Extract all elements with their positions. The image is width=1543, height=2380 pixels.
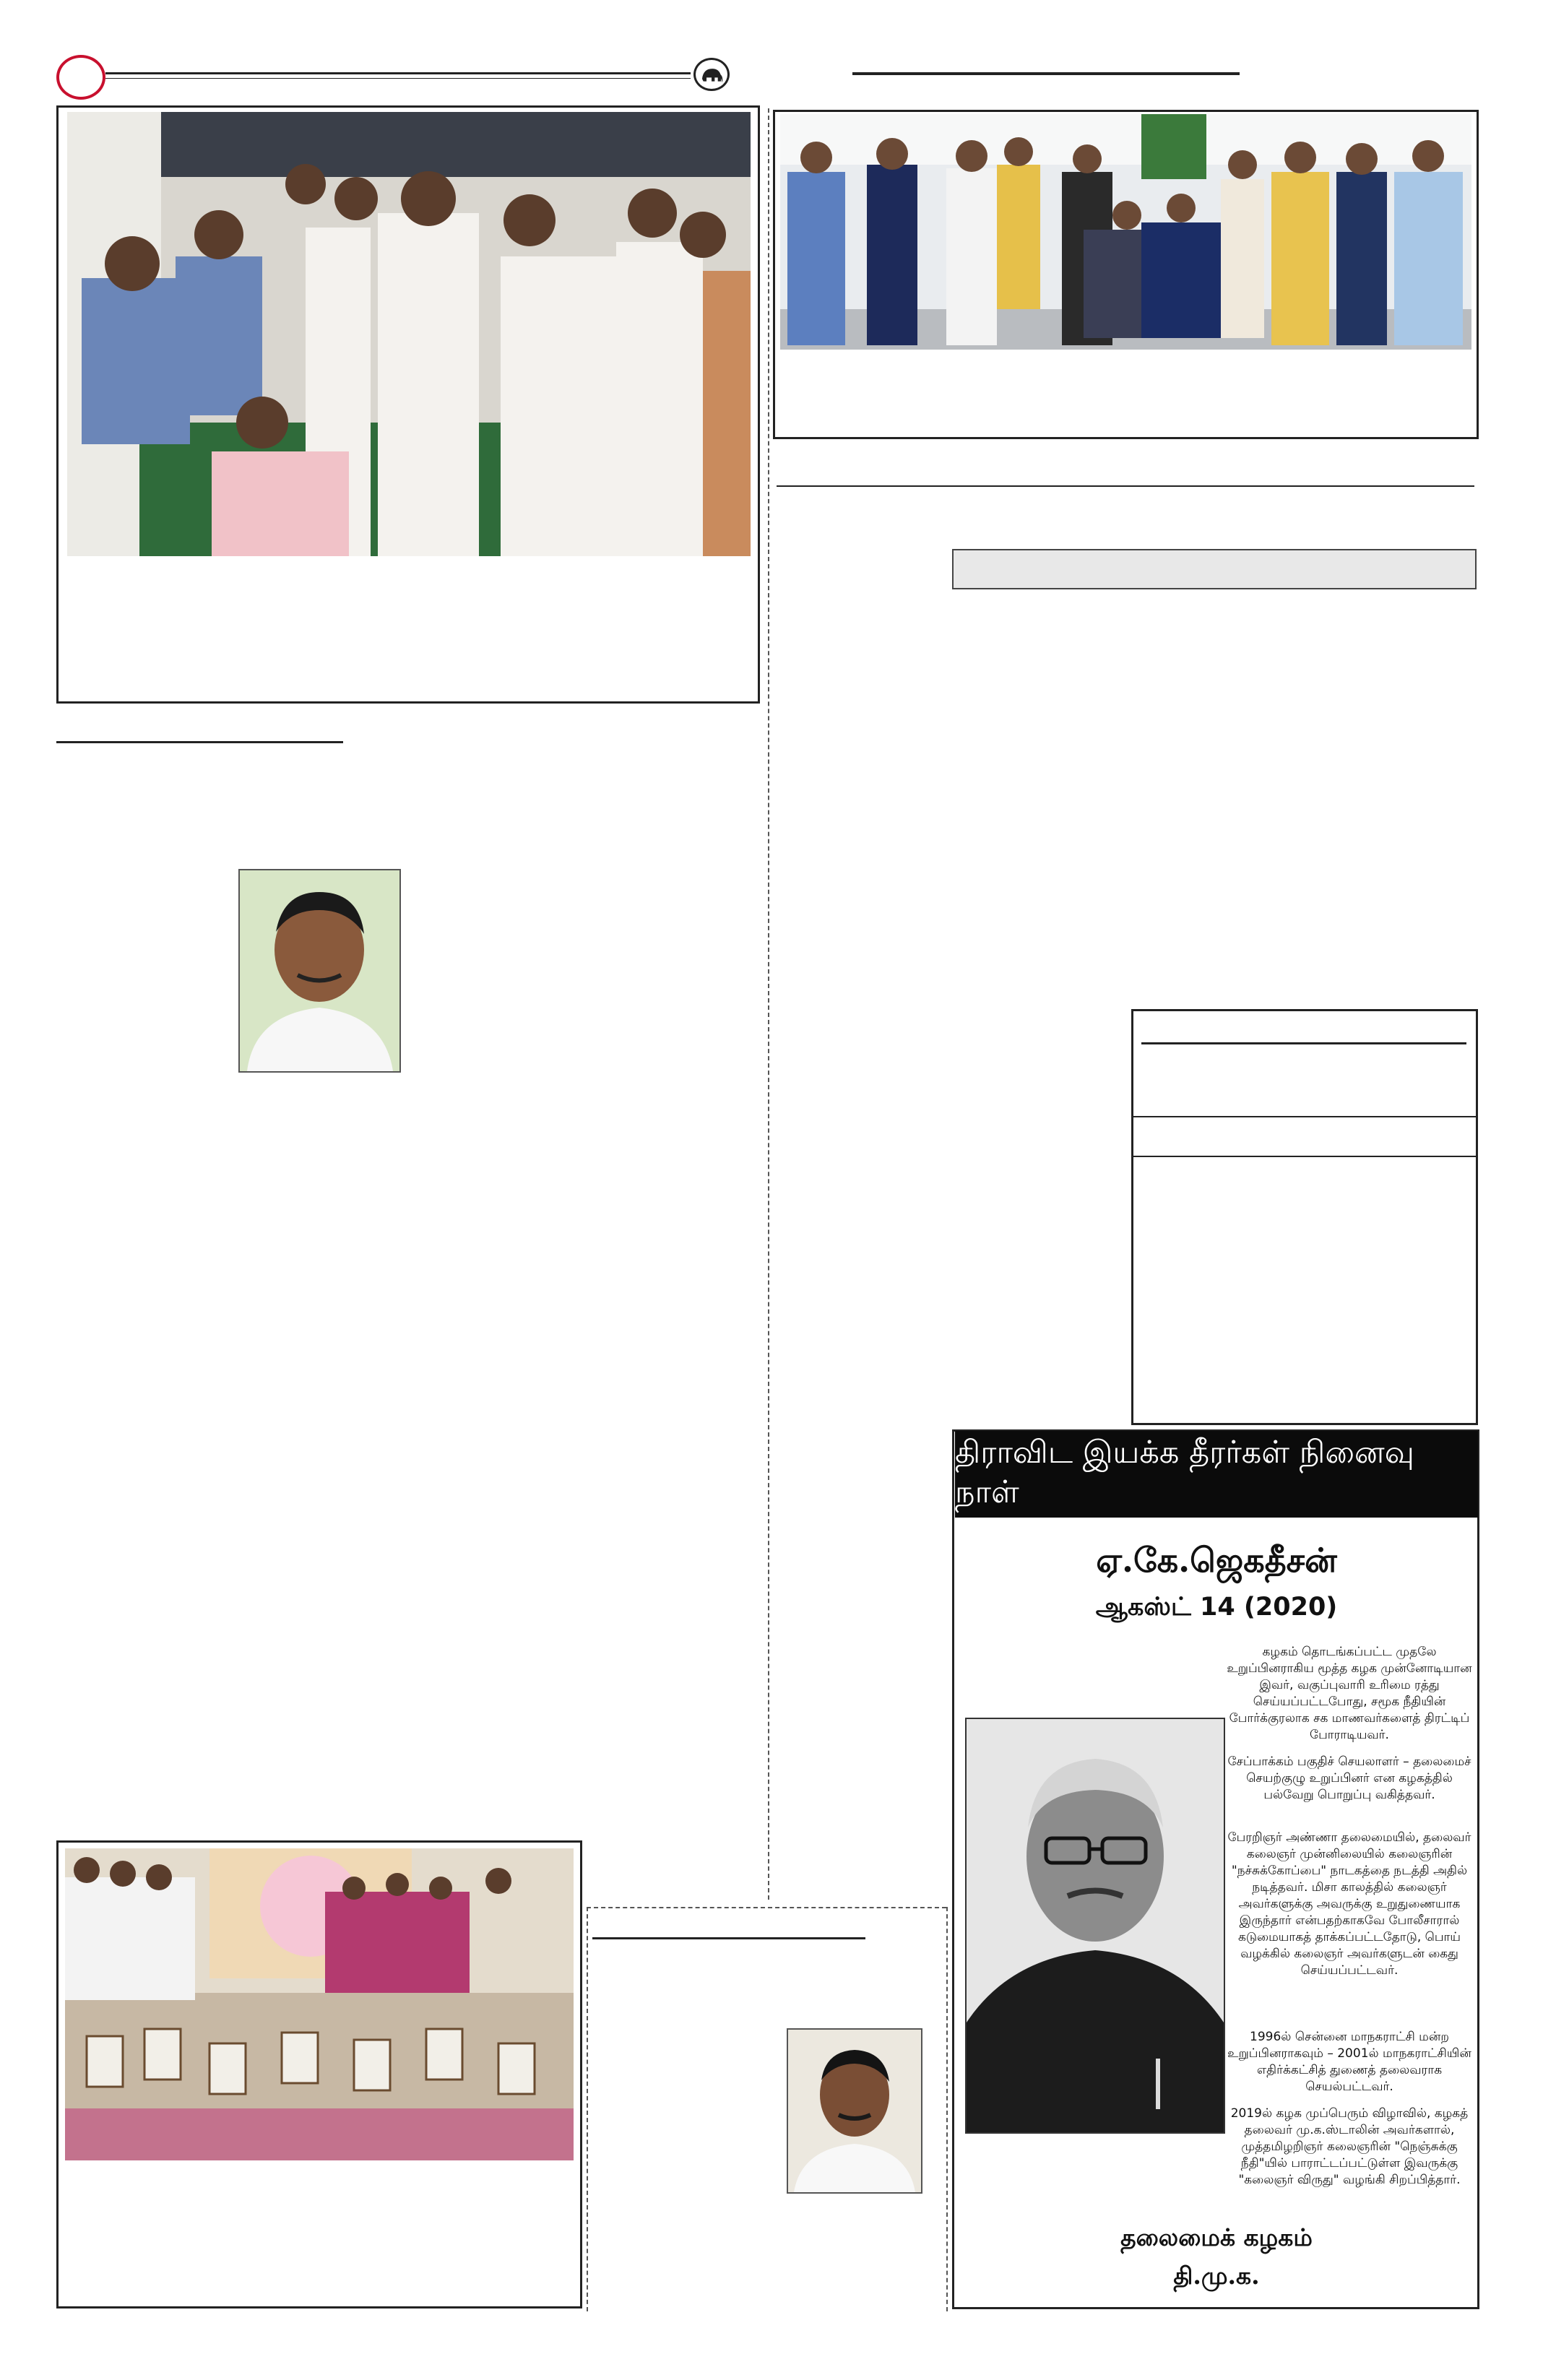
photo-athletes-group: [780, 114, 1471, 350]
portrait-photo-2: [787, 2028, 922, 2194]
masthead-rule-right: [852, 72, 1240, 75]
column-separator-bottom: [946, 1907, 948, 2311]
boxed-article-rule-mid2: [1133, 1156, 1476, 1157]
obituary-footer-party: தி.மு.க.: [1173, 2262, 1260, 2290]
obituary-paragraph-3: பேரறிஞர் அண்ணா தலைமையில், தலைவர் கலைஞர் முன்னிலையில் கலைஞரின் "நச்சுக்கோப்பை" நாடகத்தை நடத்தி அதில் நடித்தவர். மிசா காலத்தில் கலைஞர் அவர்களுக்கு அவருக்கு உறுதுணையாக இருந்தார் என்பதற்காகவே போலீசாரால் கடுமையாகத் தாக்கப்பட்டதோடு, பொய் வழக்கில் கலைஞர் அவர்களுடன் கைது செய்யப்பட்டவர்.: [1227, 1830, 1471, 1978]
obituary-banner: திராவிட இயக்க தீரர்கள் நினைவு நாள்: [955, 1431, 1478, 1518]
masthead-rule-left: [105, 72, 691, 74]
section-rule-left: [56, 741, 343, 743]
section-rule-right: [777, 485, 1474, 487]
masthead-circle-logo: [56, 55, 105, 100]
elephant-icon: [693, 58, 730, 91]
boxed-article-rule-mid1: [1133, 1116, 1476, 1117]
grey-headline-strip: [952, 549, 1477, 589]
column-separator-lower: [587, 1907, 588, 2311]
section-separator: [587, 1907, 946, 1908]
obituary-paragraph-4: 1996ல் சென்னை மாநகராட்சி மன்ற உறுப்பினராகவும் – 2001ல் மாநகராட்சியின் எதிர்க்கட்சித் துணைத் தலைவராக செயல்பட்டவர்.: [1227, 2030, 1471, 2094]
photo-students-exhibit: [67, 112, 751, 556]
boxed-article-frame: [1131, 1009, 1478, 1425]
obituary-paragraph-5: 2019ல் கழக முப்பெரும் விழாவில், கழகத் தலைவர் மு.க.ஸ்டாலின் அவர்களால், முத்தமிழறிஞர் கலைஞரின் "நெஞ்சுக்கு நீதி"யில் பாராட்டப்பட்டுள்ள இவருக்கு "கலைஞர் விருது" வழங்கி சிறப்பித்தார்.: [1230, 2106, 1469, 2187]
obituary-paragraph-1: கழகம் தொடங்கப்பட்ட முதலே உறுப்பினராகிய மூத்த கழக முன்னோடியான இவர், வகுப்புவாரி உரிமை ரத்து செய்யப்பட்டபோது, சமூக நீதியின் போர்க்குரலாக சக மாணவர்களைத் திரட்டிப் போராடியவர்.: [1227, 1645, 1472, 1742]
obituary-date: ஆகஸ்ட் 14 (2020): [1095, 1593, 1338, 1622]
obituary-name: ஏ.கே.ஜெகதீசன்: [1096, 1541, 1337, 1580]
obituary-paragraph-2: சேப்பாக்கம் பகுதிச் செயலாளர் – தலைமைச் செயற்குழு உறுப்பினர் என கழகத்தில் பல்வேறு பொறுப்பு வகித்தவர்.: [1227, 1754, 1471, 1802]
obituary-portrait: [965, 1718, 1225, 2134]
section-rule-lower: [592, 1937, 865, 1939]
portrait-photo-1: [238, 869, 401, 1073]
photo-crowd-tribute: [65, 1848, 574, 2160]
boxed-article-rule-top: [1141, 1042, 1466, 1044]
masthead-rule-left-thin: [105, 78, 691, 79]
column-separator: [768, 108, 769, 1900]
obituary-footer-office: தலைமைக் கழகம்: [1120, 2223, 1313, 2251]
